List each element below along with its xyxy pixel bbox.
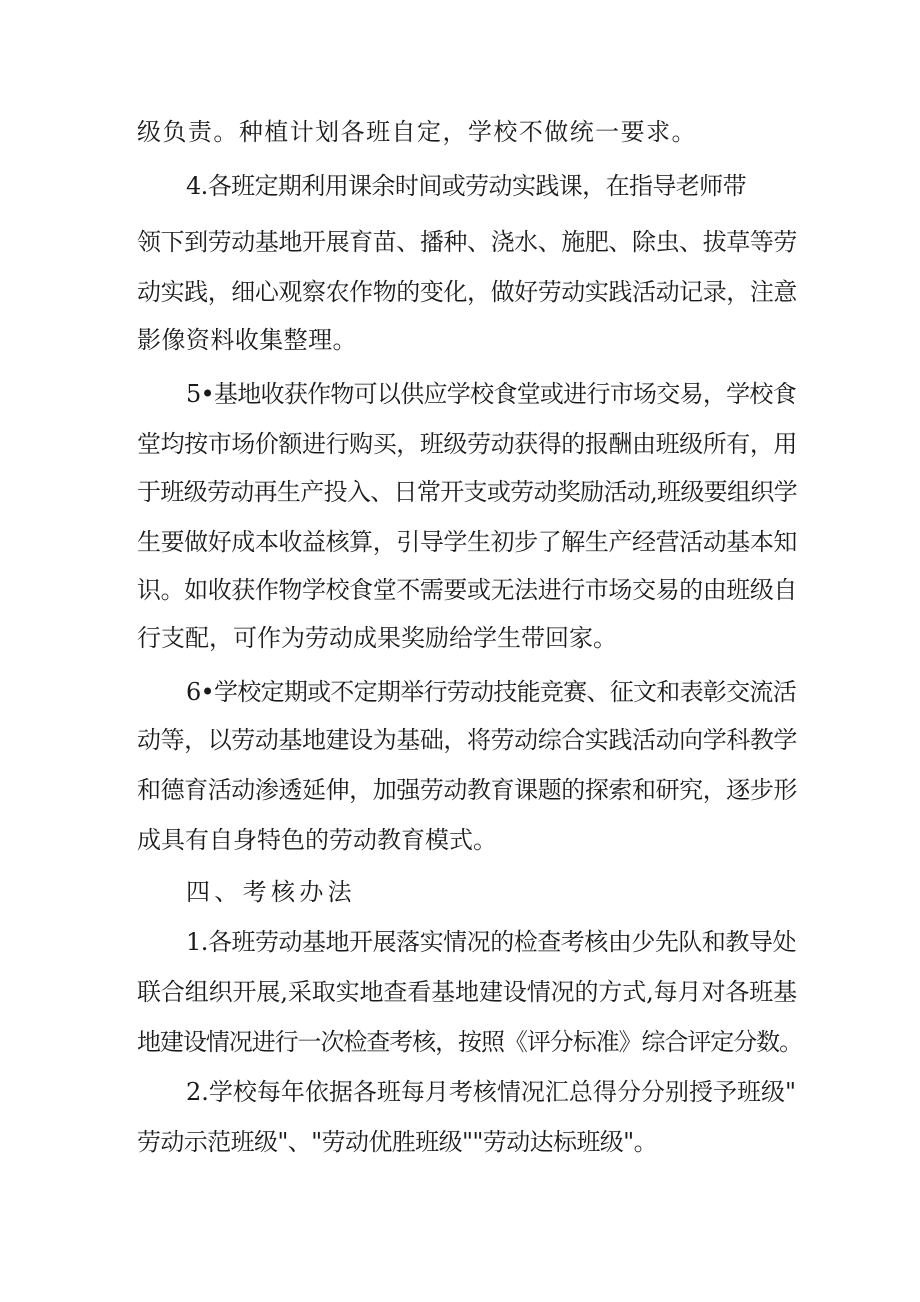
section-heading-assessment: 四、考核办法	[186, 878, 356, 906]
text-line-1: 级负责。种植计划各班自定，学校不做统一要求。	[137, 118, 697, 146]
text-line-12: 6•学校定期或不定期举行劳动技能竞赛、征文和表彰交流活	[186, 678, 796, 706]
text-line-10: 识。如收获作物学校食堂不需要或无法进行市场交易的由班级自	[137, 576, 797, 604]
text-line-11: 行支配，可作为劳动成果奖励给学生带回家。	[137, 624, 617, 652]
text-line-17: 1.各班劳动基地开展落实情况的检查考核由少先队和教导处	[186, 928, 796, 956]
text-line-15: 成具有自身特色的劳动教育模式。	[137, 826, 497, 854]
text-line-21: 劳动示范班级"、"劳动优胜班级""劳动达标班级"。	[137, 1128, 657, 1156]
text-line-6: 5•基地收获作物可以供应学校食堂或进行市场交易，学校食	[186, 380, 796, 408]
text-line-3: 领下到劳动基地开展育苗、播种、浇水、施肥、除虫、拔草等劳	[137, 228, 797, 256]
text-line-19: 地建设情况进行一次检查考核，按照《评分标准》综合评定分数。	[137, 1028, 802, 1056]
text-line-20: 2.学校每年依据各班每月考核情况汇总得分分别授予班级"	[186, 1078, 796, 1106]
text-line-13: 动等，以劳动基地建设为基础，将劳动综合实践活动向学科教学	[137, 726, 797, 754]
text-line-14: 和德育活动渗透延伸，加强劳动教育课题的探索和研究，逐步形	[137, 776, 797, 804]
text-line-5: 影像资料收集整理。	[137, 326, 357, 354]
text-line-7: 堂均按市场价额进行购买，班级劳动获得的报酬由班级所有，用	[137, 430, 797, 458]
text-line-4: 动实践，细心观察农作物的变化，做好劳动实践活动记录，注意	[137, 278, 797, 306]
text-line-9: 生要做好成本收益核算，引导学生初步了解生产经营活动基本知	[137, 528, 797, 556]
text-line-2: 4.各班定期利用课余时间或劳动实践课，在指导老师带	[186, 172, 746, 200]
text-line-18: 联合组织开展,采取实地查看基地建设情况的方式,每月对各班基	[137, 978, 797, 1006]
text-line-8: 于班级劳动再生产投入、日常开支或劳动奖励活动,班级要组织学	[137, 478, 797, 506]
